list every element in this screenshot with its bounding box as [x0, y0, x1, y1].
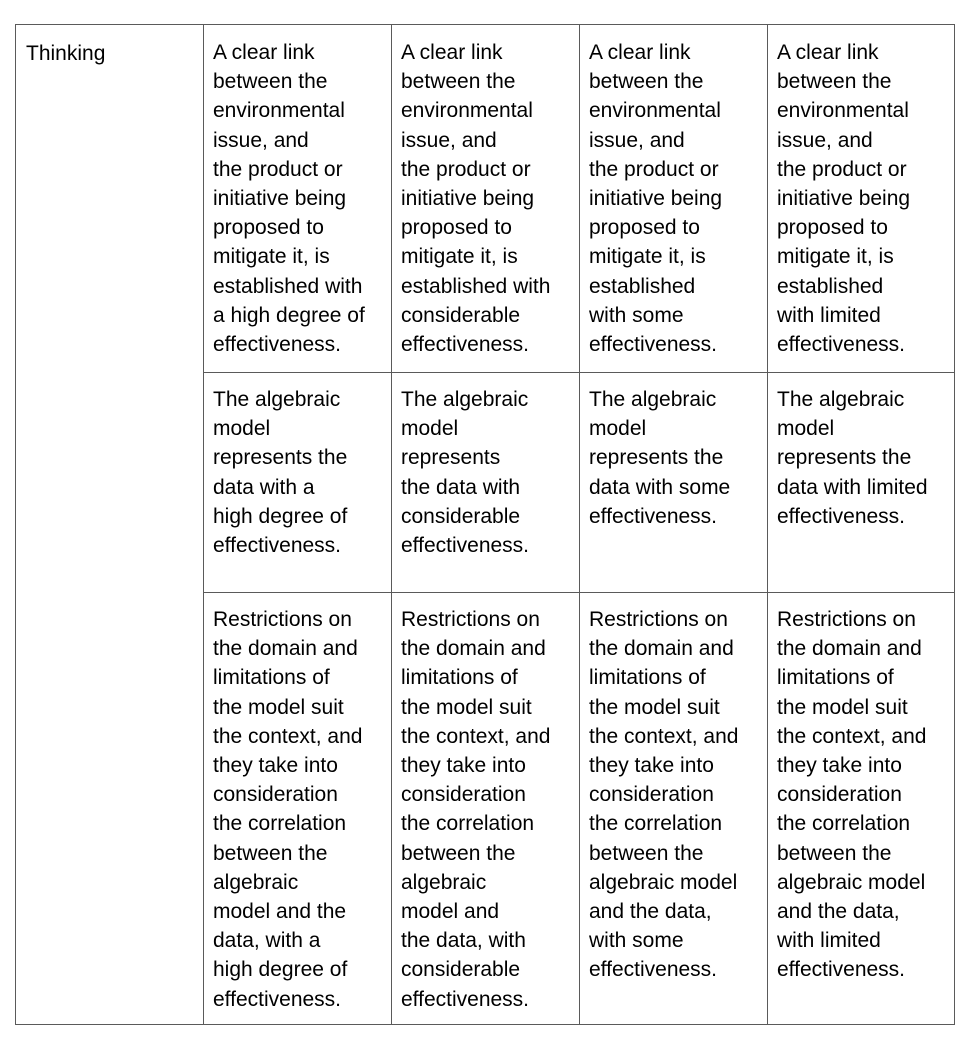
cell-text-line: consideration	[401, 783, 526, 807]
cell-text-line: data with limited	[777, 475, 928, 499]
cell-text-line: The algebraic	[213, 388, 341, 411]
criterion-cell	[392, 25, 580, 372]
cell-text-line: the product or	[589, 157, 719, 181]
cell-text-line: high degree of	[213, 958, 348, 982]
cell-text-line: The algebraic	[589, 388, 717, 411]
rubric-row-model	[204, 372, 954, 593]
criterion-cell	[580, 25, 768, 372]
cell-text-line: effectiveness.	[213, 333, 342, 357]
cell-text-line: model	[589, 417, 647, 441]
cell-text-line: between the	[777, 70, 892, 94]
cell-text-line: effectiveness.	[777, 958, 906, 982]
rubric-table	[15, 24, 955, 1025]
cell-text-line: A clear link	[213, 41, 315, 64]
cell-text-line: initiative being	[777, 187, 911, 211]
cell-text-line: the correlation	[401, 812, 535, 836]
cell-text-line: The algebraic	[401, 388, 529, 411]
cell-text-line: Restrictions on	[401, 608, 540, 631]
cell-text-line: initiative being	[589, 187, 723, 211]
cell-text-line: represents the	[213, 446, 348, 470]
cell-text-line: the data with	[401, 475, 521, 499]
cell-text-line: established with	[401, 274, 551, 298]
cell-text-line: Restrictions on	[213, 608, 352, 631]
cell-text-line: with some	[589, 929, 684, 953]
cell-text-line: model and the	[213, 900, 347, 924]
cell-text-line: considerable	[401, 303, 521, 327]
cell-text-line: the domain and	[213, 637, 358, 661]
cell-text-line: issue, and	[777, 128, 873, 152]
cell-text-line: effectiveness.	[589, 504, 718, 528]
cell-text-line: proposed to	[213, 216, 324, 240]
cell-text-line: they take into	[401, 754, 526, 778]
cell-text-line: they take into	[589, 754, 714, 778]
cell-text-line: data, with a	[213, 929, 321, 953]
cell-text-line: the model suit	[213, 695, 344, 719]
category-cell	[16, 25, 204, 1024]
cell-text-line: data with a	[213, 475, 315, 499]
cell-text-line: considerable	[401, 504, 521, 528]
cell-text-line: with some	[589, 303, 684, 327]
cell-text-line: considerable	[401, 958, 521, 982]
cell-text-line: algebraic model	[589, 870, 738, 894]
cell-text-line: limitations of	[777, 666, 894, 690]
cell-text-line: between the	[589, 70, 704, 94]
cell-text-line: effectiveness.	[777, 333, 906, 357]
cell-text-line: effectiveness.	[589, 333, 718, 357]
cell-text-line: model	[213, 417, 271, 441]
cell-text-line: effectiveness.	[213, 987, 342, 1011]
cell-text-line: they take into	[213, 754, 338, 778]
cell-text-line: a high degree of	[213, 303, 365, 327]
criterion-cell	[204, 592, 392, 1024]
cell-text-line: effectiveness.	[401, 333, 530, 357]
cell-text-line: limitations of	[401, 666, 518, 690]
cell-text-line: between the	[589, 841, 704, 865]
cell-text-line: established	[777, 274, 884, 298]
cell-text-line: limitations of	[589, 666, 706, 690]
cell-text-line: mitigate it, is	[213, 245, 330, 269]
cell-text-line: issue, and	[589, 128, 685, 152]
cell-text-line: represents the	[777, 446, 912, 470]
cell-text-line: issue, and	[401, 128, 497, 152]
cell-text-line: limitations of	[213, 666, 330, 690]
cell-text-line: The algebraic	[777, 388, 905, 411]
cell-text-line: model	[777, 417, 835, 441]
cell-text-line: effectiveness.	[777, 504, 906, 528]
category-label: Thinking	[26, 42, 106, 65]
cell-text-line: the product or	[213, 157, 343, 181]
cell-text-line: proposed to	[777, 216, 888, 240]
cell-text-line: the context, and	[213, 724, 363, 748]
cell-text-line: the context, and	[589, 724, 739, 748]
cell-text-line: high degree of	[213, 504, 348, 528]
cell-text-line: environmental	[777, 99, 909, 123]
cell-text-line: effectiveness.	[401, 534, 530, 558]
cell-text-line: issue, and	[213, 128, 309, 152]
cell-text-line: proposed to	[401, 216, 512, 240]
cell-text-line: established	[589, 274, 696, 298]
cell-text-line: consideration	[213, 783, 338, 807]
cell-text-line: the correlation	[589, 812, 723, 836]
cell-text-line: algebraic	[213, 870, 299, 894]
criterion-cell	[768, 25, 954, 372]
criterion-cell	[768, 372, 954, 592]
cell-text-line: mitigate it, is	[777, 245, 894, 269]
rubric-row-restrictions	[204, 592, 954, 1024]
cell-text-line: environmental	[213, 99, 345, 123]
cell-text-line: the data, with	[401, 929, 526, 953]
cell-text-line: mitigate it, is	[401, 245, 518, 269]
cell-text-line: A clear link	[401, 41, 503, 64]
cell-text-line: mitigate it, is	[589, 245, 706, 269]
cell-text-line: algebraic model	[777, 870, 926, 894]
criterion-cell	[392, 372, 580, 592]
cell-text-line: consideration	[777, 783, 902, 807]
criterion-cell	[580, 372, 768, 592]
cell-text-line: established with	[213, 274, 363, 298]
cell-text-line: with limited	[777, 303, 881, 327]
cell-text-line: represents the	[589, 446, 724, 470]
cell-text-line: data with some	[589, 475, 731, 499]
cell-text-line: the domain and	[401, 637, 546, 661]
cell-text-line: between the	[213, 841, 328, 865]
cell-text-line: the product or	[777, 157, 907, 181]
cell-text-line: the product or	[401, 157, 531, 181]
cell-text-line: they take into	[777, 754, 902, 778]
cell-text-line: and the data,	[589, 900, 712, 924]
cell-text-line: consideration	[589, 783, 714, 807]
cell-text-line: model	[401, 417, 459, 441]
cell-text-line: and the data,	[777, 900, 900, 924]
criterion-cell	[392, 592, 580, 1024]
cell-text-line: Restrictions on	[777, 608, 916, 631]
cell-text-line: initiative being	[213, 187, 347, 211]
cell-text-line: the correlation	[777, 812, 911, 836]
criterion-cell	[204, 25, 392, 372]
cell-text-line: initiative being	[401, 187, 535, 211]
cell-text-line: the model suit	[777, 695, 908, 719]
cell-text-line: with limited	[777, 929, 881, 953]
cell-text-line: algebraic	[401, 870, 487, 894]
criterion-cell	[768, 592, 954, 1024]
cell-text-line: the domain and	[777, 637, 922, 661]
cell-text-line: between the	[401, 841, 516, 865]
cell-text-line: environmental	[401, 99, 533, 123]
cell-text-line: the context, and	[401, 724, 551, 748]
cell-text-line: the model suit	[589, 695, 720, 719]
cell-text-line: Restrictions on	[589, 608, 728, 631]
rubric-row-link	[204, 25, 954, 373]
cell-text-line: between the	[401, 70, 516, 94]
cell-text-line: between the	[777, 841, 892, 865]
cell-text-line: effectiveness.	[401, 987, 530, 1011]
criterion-cell	[204, 372, 392, 592]
cell-text-line: A clear link	[589, 41, 691, 64]
cell-text-line: between the	[213, 70, 328, 94]
cell-text-line: environmental	[589, 99, 721, 123]
cell-text-line: A clear link	[777, 41, 879, 64]
cell-text-line: effectiveness.	[589, 958, 718, 982]
criterion-cell	[580, 592, 768, 1024]
cell-text-line: the context, and	[777, 724, 927, 748]
cell-text-line: effectiveness.	[213, 534, 342, 558]
cell-text-line: the model suit	[401, 695, 532, 719]
cell-text-line: model and	[401, 900, 500, 924]
cell-text-line: the domain and	[589, 637, 734, 661]
cell-text-line: represents	[401, 446, 501, 470]
cell-text-line: the correlation	[213, 812, 347, 836]
cell-text-line: proposed to	[589, 216, 700, 240]
